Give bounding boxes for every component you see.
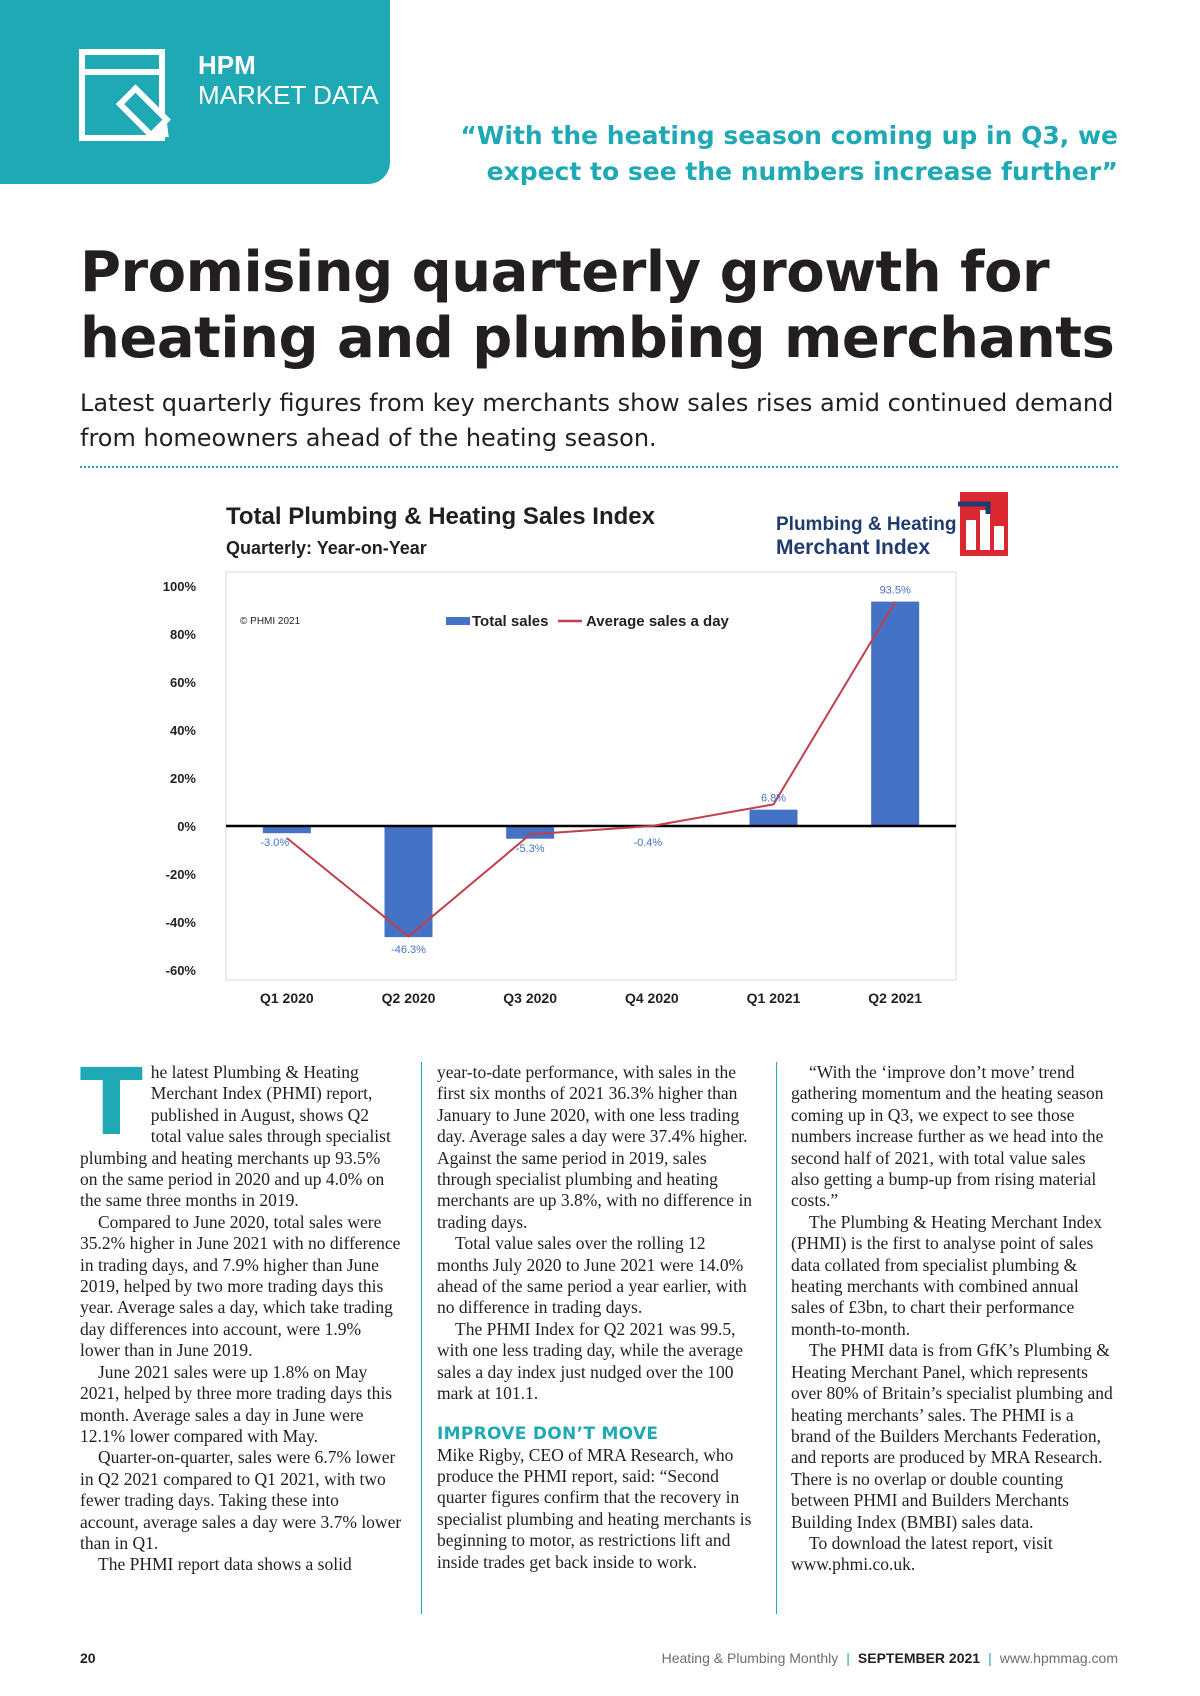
article-standfirst: Latest quarterly figures from key merchants show sales rises amid continued demand from homeowners ahead of the heating season. (80, 389, 1114, 452)
bar-data-label: 6.8% (760, 792, 787, 805)
edit-document-icon (78, 48, 174, 144)
article-headline: Promising quarterly growth for heating and plumbing merchants (80, 240, 1115, 371)
body-paragraph: The PHMI report data shows a solid (98, 1554, 352, 1575)
bar-data-label: -5.3% (515, 843, 545, 855)
legend-swatch-total-sales (446, 617, 470, 625)
x-tick-label: Q2 2021 (868, 990, 923, 1006)
x-tick-label: Q1 2020 (259, 990, 314, 1006)
body-paragraph: June 2021 sales were up 1.8% on May 2021, helped by three more trading days this month. Average sales a day in June were 12.1% lower compared with May. (80, 1361, 393, 1446)
x-axis (260, 990, 922, 1006)
website-link[interactable]: www.hpmmag.com (999, 1650, 1118, 1666)
body-paragraph: The PHMI Index for Q2 2021 was 99.5, with one less trading day, while the average sales a day index just nudged over the 100 mark at 101.1. (437, 1318, 743, 1404)
y-tick-label: -60% (165, 963, 196, 978)
chart-title: Total Plumbing & Heating Sales Index (226, 503, 655, 530)
section-label (198, 50, 379, 110)
body-paragraph: Total value sales over the rolling 12 months July 2020 to June 2021 were 14.0% ahead of the same period a year earlier, with no difference in trading days. (437, 1233, 747, 1318)
page-number: 20 (80, 1650, 96, 1666)
body-paragraph: The PHMI data is from GfK’s Plumbing & Heating Merchant Panel, which represents over 80% of Britain’s specialist plumbing and heating merchants’ sales. The PHMI is a brand of the Builders Merchants Federation, and reports are produced by MRA Research. There is no overlap or double counting between PHMI and Builders Merchants Building Index (BMBI) sales data. (791, 1340, 1113, 1532)
series-line (287, 602, 895, 937)
bar (871, 602, 919, 826)
column-divider (776, 1062, 777, 1614)
bar (750, 810, 798, 826)
bar-data-label: -46.3% (391, 944, 426, 957)
column-divider (421, 1062, 422, 1614)
legend-label-average-sales: Average sales a day (586, 613, 729, 630)
chart-subtitle: Quarterly: Year-on-Year (226, 538, 427, 558)
phmi-logo-icon (958, 492, 1008, 556)
footer-separator: | (988, 1650, 992, 1666)
bar-data-label: -0.4% (633, 837, 663, 849)
section-label-line2: MARKET DATA (198, 80, 379, 110)
y-tick-label: 20% (169, 771, 196, 786)
body-paragraph: Quarter-on-quarter, sales were 6.7% lower in Q2 2021 compared to Q1 2021, with two fewer trading days. Taking these into account, average sales a day were 3.7% lower than in Q1. (80, 1447, 402, 1553)
x-tick-label: Q4 2020 (624, 990, 679, 1006)
article-column-2 (437, 1062, 759, 1573)
chart-svg (162, 490, 1100, 1030)
y-tick-label: 100% (162, 579, 196, 594)
legend-label-total-sales: Total sales (472, 613, 549, 630)
chart-legend (446, 613, 730, 630)
body-paragraph: The Plumbing & Heating Merchant Index (PHMI) is the first to analyse point of sales data collated from specialist plumbing & heating merchants with combined annual sales of £3bn, to chart their performance month-to-month. (791, 1211, 1103, 1339)
x-tick-label: Q2 2020 (381, 990, 436, 1006)
page-footer (80, 1650, 1118, 1670)
issue-date: SEPTEMBER 2021 (857, 1650, 981, 1666)
bar-data-label: 93.5% (879, 584, 911, 597)
body-paragraph: Compared to June 2020, total sales were 35.2% higher in June 2021 with no difference in trading days, and 7.9% higher than June 2019, helped by two more trading days this year. Average sales a day, which take trading day differences into account, were 1.9% lower than in June 2019. (80, 1211, 401, 1361)
body-paragraph: “With the ‘improve don’t move’ trend gathering momentum and the heating season coming up in Q3, we expect to see those numbers increase further as we head into the second half of 2021, with total value sales also getting a bump-up from rising material costs.” (791, 1062, 1104, 1211)
plot-area-frame (226, 572, 956, 980)
y-tick-label: -40% (165, 915, 196, 930)
article-column-3 (791, 1062, 1113, 1576)
article-column-1 (80, 1049, 402, 1576)
body-paragraph: Mike Rigby, CEO of MRA Research, who produce the PHMI report, said: “Second quarter figures confirm that the recovery in specialist plumbing and heating merchants is beginning to motor, as restrictions lift and inside trades get back inside to work. (437, 1444, 752, 1572)
bar-data-labels (260, 585, 911, 957)
section-label-line1: HPM (198, 50, 256, 80)
section-header-tab (0, 0, 390, 184)
y-tick-label: 0% (177, 819, 196, 834)
sales-index-chart (162, 490, 1100, 1030)
y-tick-label: 60% (169, 675, 196, 690)
dotted-divider (80, 466, 1118, 468)
bar-data-label: -3.0% (260, 837, 290, 849)
y-tick-label: 80% (169, 627, 196, 642)
body-paragraph: To download the latest report, visit www.phmi.co.uk. (791, 1532, 1053, 1575)
bar-series (263, 602, 919, 938)
bar (385, 826, 433, 937)
footer-credits (662, 1650, 1118, 1666)
publication-name: Heating & Plumbing Monthly (661, 1650, 839, 1666)
chart-copyright: © PHMI 2021 (240, 616, 301, 627)
y-tick-label: -20% (165, 867, 196, 882)
drop-cap: T (80, 1049, 143, 1156)
x-tick-label: Q1 2021 (746, 990, 801, 1006)
chart-logo-line1: Plumbing & Heating (776, 514, 957, 535)
chart-logo-line2: Merchant Index (776, 536, 931, 559)
footer-separator: | (846, 1650, 850, 1666)
section-subhead: IMPROVE DON’T MOVE (437, 1423, 659, 1444)
body-paragraph: he latest Plumbing & Heating Merchant Index (PHMI) report, published in August, shows Q2 total value sales through specialist plumbing and heating merchants up 93.5% on the same period in 2020 and up 4.0% on the same three months in 2019. (80, 1062, 391, 1211)
line-series (287, 602, 895, 937)
y-axis (163, 579, 197, 978)
x-tick-label: Q3 2020 (503, 990, 558, 1006)
body-paragraph: year-to-date performance, with sales in the first six months of 2021 36.3% higher than January to June 2020, with one less trading day. Average sales a day were 37.4% higher. Against the same period in 2019, sales through specialist plumbing and heating merchants are up 3.8%, with no difference in trading days. (437, 1062, 753, 1232)
pull-quote: “With the heating season coming up in Q3, we expect to see the numbers increase further” (460, 121, 1118, 186)
y-tick-label: 40% (169, 723, 196, 738)
